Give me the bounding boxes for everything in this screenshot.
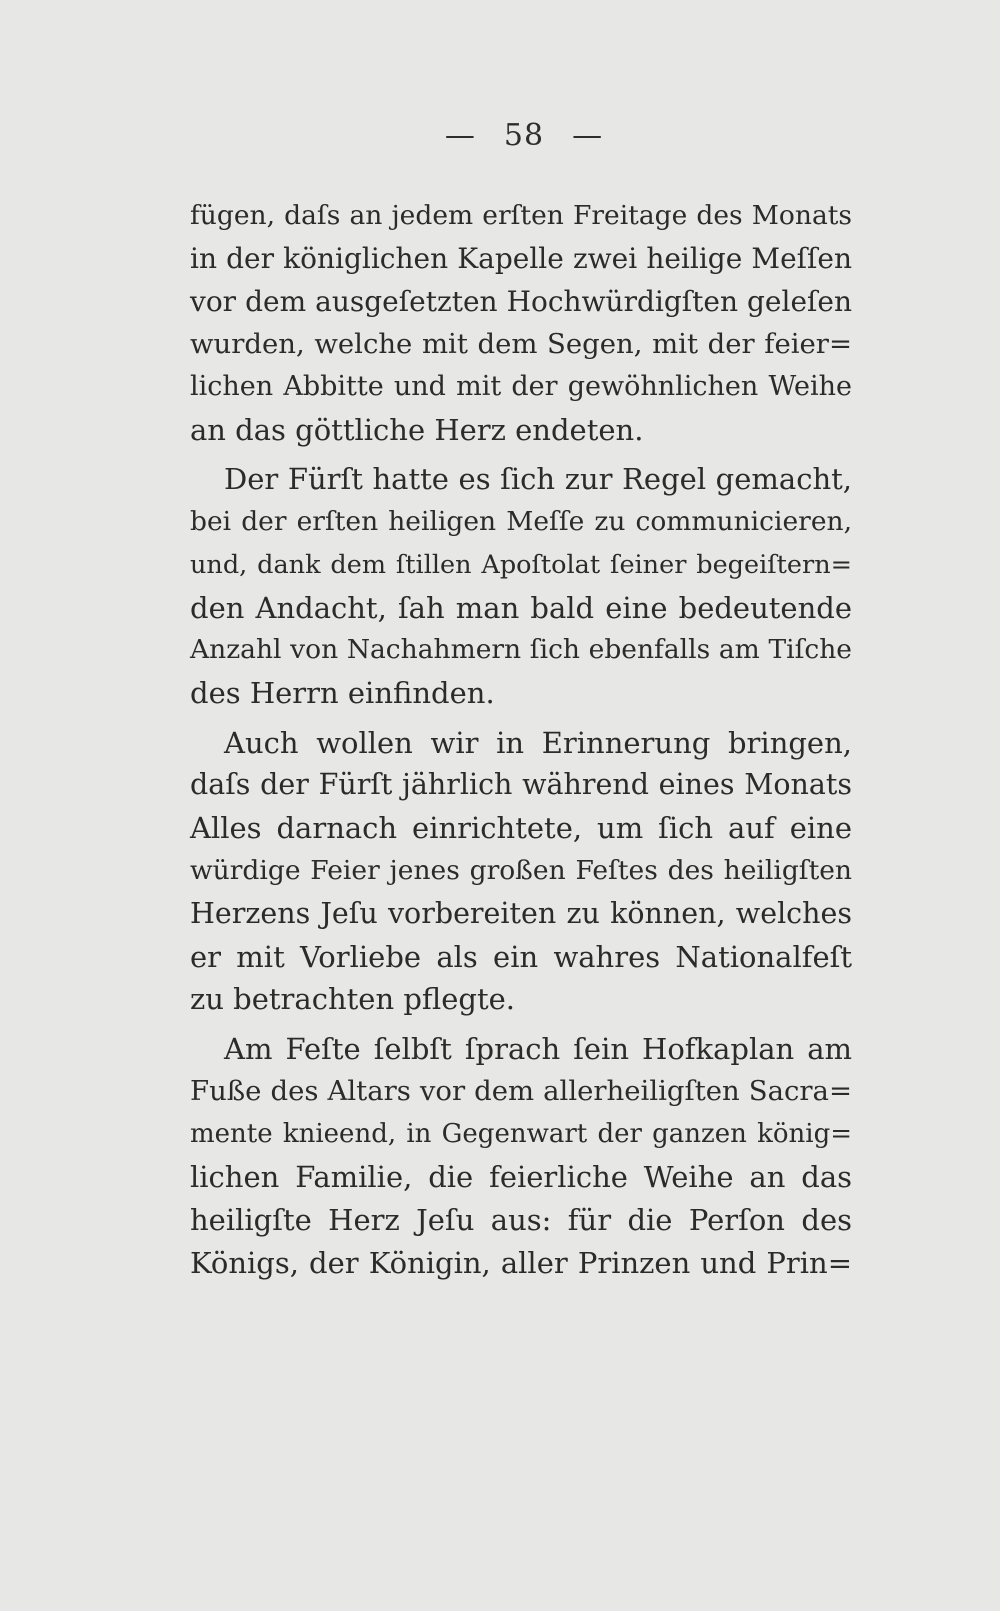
text-line: Der Fürſt hatte es ſich zur Regel gemacht,	[224, 462, 852, 497]
paragraph-2	[190, 458, 852, 715]
text-line: und, dank dem ſtillen Apoſtolat ſeiner begeiſtern=	[190, 549, 852, 580]
text-line: Anzahl von Nachahmern ſich ebenfalls am Tiſche	[190, 634, 852, 666]
header-dash-right: —	[572, 118, 604, 153]
text-line: Auch wollen wir in Erinnerung bringen,	[224, 725, 852, 760]
text-line: in der königlichen Kapelle zwei heilige Meſſen	[190, 241, 852, 275]
paragraph-1	[190, 195, 852, 452]
text-line: er mit Vorliebe als ein wahres Nationalfeſt	[190, 939, 852, 974]
text-line: Alles darnach einrichtete, um ſich auf eine	[190, 811, 852, 846]
text-line: vor dem ausgeſetzten Hochwürdigſten geleſen	[190, 284, 852, 318]
text-line: wurden, welche mit dem Segen, mit der feier=	[190, 328, 852, 361]
paragraph-4	[190, 1028, 852, 1285]
paragraph-3	[190, 722, 852, 1022]
text-line: des Herrn einfinden.	[190, 676, 495, 711]
header-dash-left: —	[444, 118, 476, 153]
text-line: lichen Familie, die feierliche Weihe an das	[190, 1160, 852, 1195]
text-line: den Andacht, ſah man bald eine bedeutende	[190, 590, 852, 625]
body-text	[190, 195, 852, 1284]
text-line: mente knieend, in Gegenwart der ganzen könig=	[190, 1119, 852, 1150]
text-line: Fuße des Altars vor dem allerheiligſten Sacra=	[190, 1075, 852, 1108]
page-header	[0, 118, 1000, 153]
text-line: fügen, daſs an jedem erſten Freitage des Monats	[190, 200, 852, 231]
text-line: Am Feſte ſelbſt ſprach ſein Hofkaplan am	[224, 1031, 852, 1066]
text-line: bei der erſten heiligen Meſſe zu communicieren,	[190, 506, 852, 538]
text-line: an das göttliche Herz endeten.	[190, 412, 644, 447]
text-line: lichen Abbitte und mit der gewöhnlichen Weihe	[190, 371, 852, 403]
text-line: Herzens Jeſu vorbereiten zu können, welches	[190, 896, 852, 930]
text-line: daſs der Fürſt jährlich während eines Monats	[190, 768, 852, 802]
text-line: Königs, der Königin, aller Prinzen und Prin=	[190, 1245, 852, 1280]
text-line: zu betrachten pflegte.	[190, 982, 516, 1017]
page-number: 58	[503, 118, 545, 153]
text-line: würdige Feier jenes großen Feſtes des heiligſten	[190, 854, 852, 886]
text-line: heiligſte Herz Jeſu aus: für die Perſon des	[190, 1202, 852, 1237]
